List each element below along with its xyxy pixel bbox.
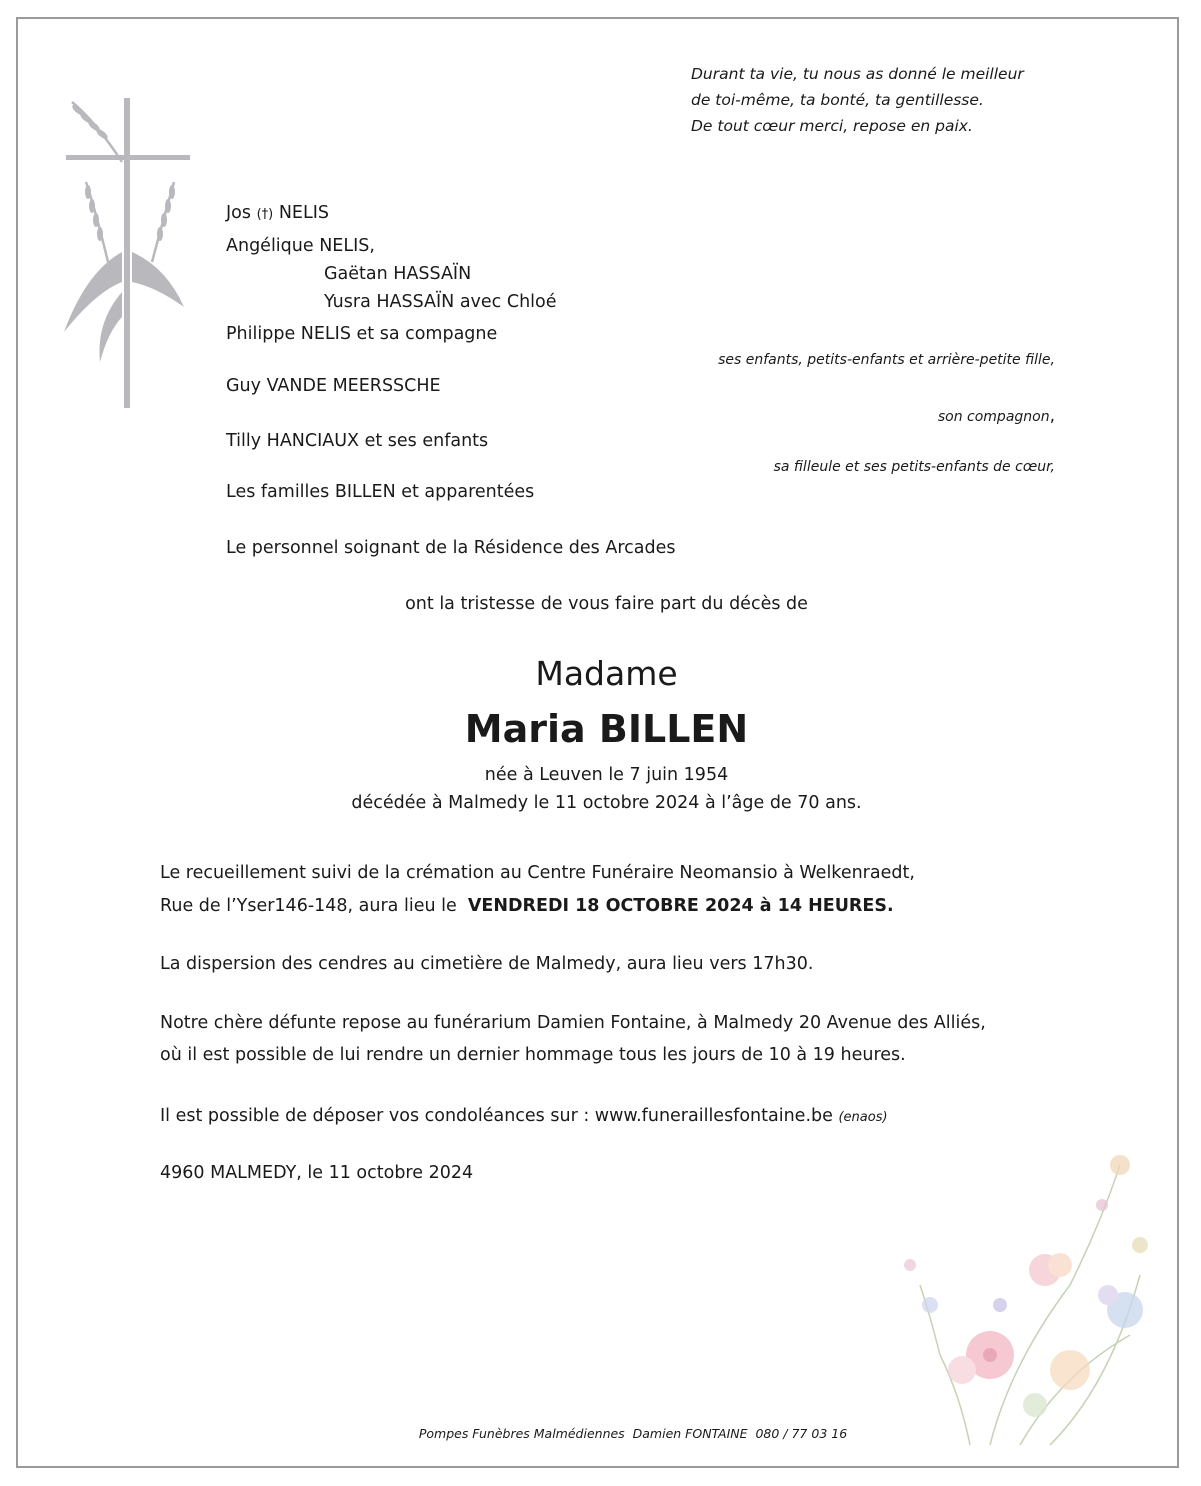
relation-companion-comma: , <box>1049 406 1055 426</box>
family-gaetan: Gaëtan HASSAÏN <box>324 264 472 284</box>
ceremony-date: VENDREDI 18 OCTOBRE 2024 à 14 HEURES. <box>467 896 894 916</box>
quote-line-1: Durant ta vie, tu nous as donné le meilleur <box>691 65 1024 83</box>
rest-line-1: Notre chère défunte repose au funérarium Damien Fontaine, à Malmedy 20 Avenue des Alliés, <box>160 1013 986 1033</box>
quote-line-3: De tout cœur merci, repose en paix. <box>691 117 973 135</box>
condolences-text: Il est possible de déposer vos condoléances sur : www.funeraillesfontaine.be <box>160 1106 833 1126</box>
family-guy: Guy VANDE MEERSSCHE <box>226 376 441 396</box>
cross-wheat-icon <box>56 92 196 412</box>
ceremony-address: Rue de l’Yser146-148, aura lieu le <box>160 896 463 916</box>
family-yusra: Yusra HASSAÏN avec Chloé <box>324 292 557 312</box>
floral-decoration-icon <box>870 1135 1170 1455</box>
relation-goddaughter: sa filleule et ses petits-enfants de cœur, <box>773 459 1055 475</box>
quote-line-2: de toi-même, ta bonté, ta gentillesse. <box>691 91 984 109</box>
family-angelique: Angélique NELIS, <box>226 236 375 256</box>
deceased-name: Maria BILLEN <box>464 707 749 751</box>
condolences-suffix: (enaos) <box>838 1110 888 1125</box>
family-jos-suffix: NELIS <box>278 203 329 223</box>
deceased-born: née à Leuven le 7 juin 1954 <box>484 765 729 785</box>
rest-line-2: où il est possible de lui rendre un dernier hommage tous les jours de 10 à 19 heures. <box>160 1045 906 1065</box>
relation-companion <box>938 406 1055 426</box>
family-billen: Les familles BILLEN et apparentées <box>226 482 535 502</box>
ceremony-line-2 <box>160 896 894 916</box>
deceased-title: Madame <box>535 654 678 693</box>
announcement: ont la tristesse de vous faire part du décès de <box>405 594 808 614</box>
family-philippe: Philippe NELIS et sa compagne <box>226 324 498 344</box>
relation-companion-text: son compagnon <box>937 409 1050 425</box>
ceremony-line-1: Le recueillement suivi de la crémation au Centre Funéraire Neomansio à Welkenraedt, <box>160 863 915 883</box>
deceased-cross-mark: (†) <box>256 207 274 222</box>
dispersion-text: La dispersion des cendres au cimetière de Malmedy, aura lieu vers 17h30. <box>160 954 814 974</box>
place-date: 4960 MALMEDY, le 11 octobre 2024 <box>160 1163 474 1183</box>
family-tilly: Tilly HANCIAUX et ses enfants <box>226 431 489 451</box>
family-jos-prefix: Jos <box>226 203 251 223</box>
footer-funeral-home: Pompes Funèbres Malmédiennes Damien FONTAINE 080 / 77 03 16 <box>418 1426 848 1441</box>
condolences-line <box>160 1106 888 1126</box>
family-jos <box>226 203 329 223</box>
relation-children: ses enfants, petits-enfants et arrière-petite fille, <box>718 352 1055 368</box>
family-staff: Le personnel soignant de la Résidence des Arcades <box>226 538 676 558</box>
deceased-died: décédée à Malmedy le 11 octobre 2024 à l’âge de 70 ans. <box>351 793 862 813</box>
